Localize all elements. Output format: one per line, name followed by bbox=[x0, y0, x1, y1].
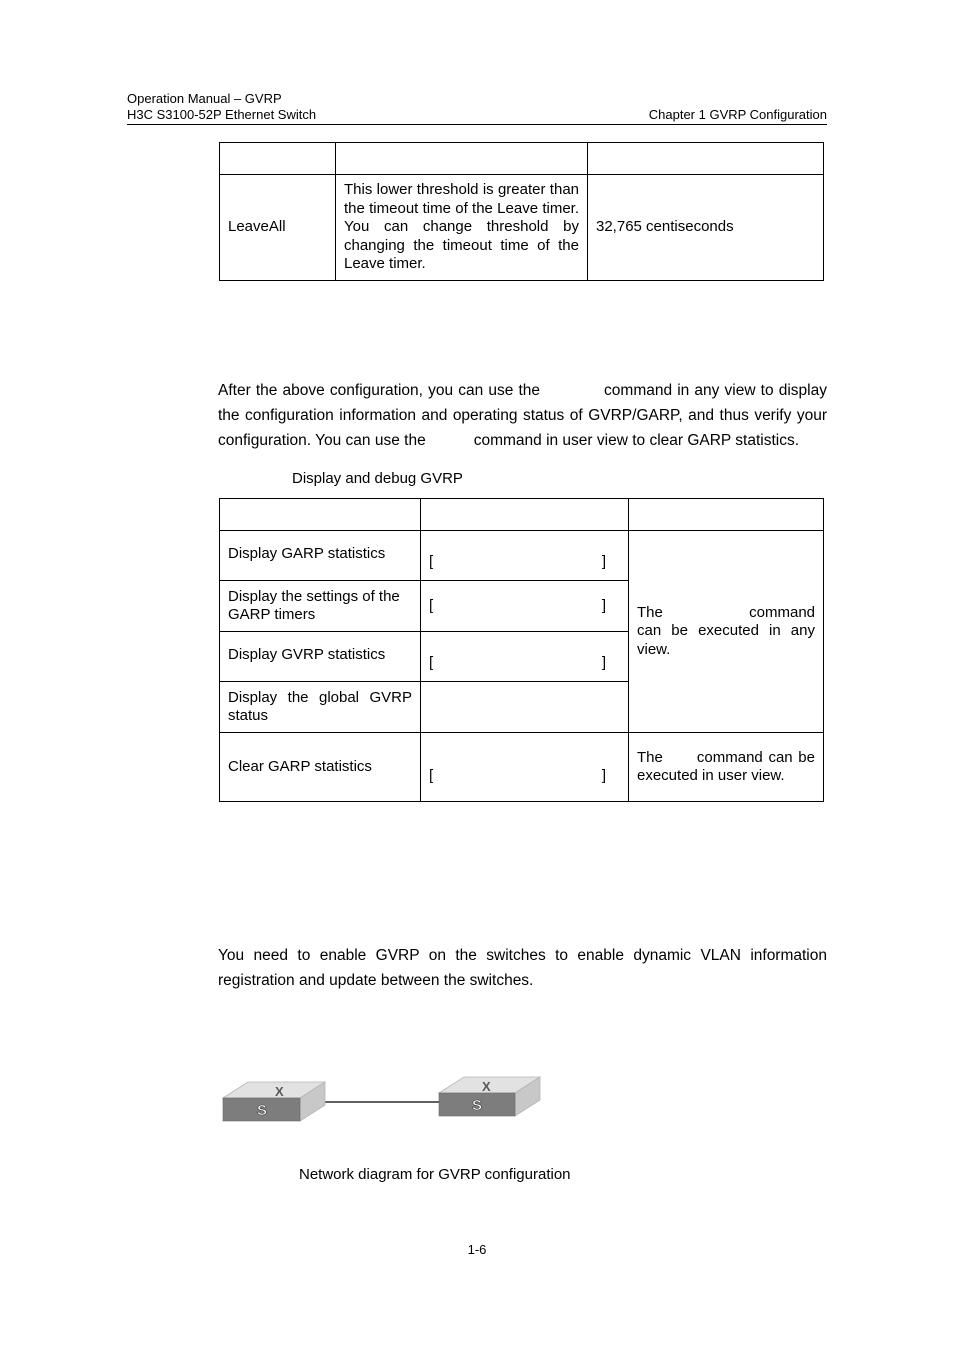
operation-cell: Display GARP statistics bbox=[220, 531, 421, 581]
timer-value: 32,765 centiseconds bbox=[588, 175, 824, 281]
network-paragraph: You need to enable GVRP on the switches to enable dynamic VLAN information registration and update between the switches. bbox=[218, 947, 827, 989]
display-table-header-cell bbox=[629, 499, 824, 531]
display-table-header-cell bbox=[421, 499, 629, 531]
table-row bbox=[220, 733, 824, 802]
display-paragraph-part3: command in user view to clear GARP statistics. bbox=[473, 432, 800, 449]
bracket-open: [ bbox=[429, 766, 434, 784]
switch-top-letter: X bbox=[275, 1084, 284, 1099]
network-diagram-svg bbox=[218, 1070, 548, 1130]
table-row bbox=[220, 175, 824, 281]
operation-cell: Clear GARP statistics bbox=[220, 733, 421, 802]
display-table-caption: Display and debug GVRP bbox=[292, 470, 463, 487]
display-paragraph-part2: command in any view to display the configuration information and operating status of GVRP/GARP, and thus verify your configuration. You can use the bbox=[218, 382, 827, 449]
operation-cell: Display GVRP statistics bbox=[220, 632, 421, 682]
display-paragraph bbox=[218, 378, 827, 453]
bracket-open: [ bbox=[429, 553, 434, 571]
bracket-open: [ bbox=[429, 596, 434, 614]
figure-caption: Network diagram for GVRP configuration bbox=[299, 1166, 571, 1183]
display-table-header-cell bbox=[220, 499, 421, 531]
table-row bbox=[220, 531, 824, 581]
timer-table-header-row bbox=[220, 143, 824, 175]
bracket-close: ] bbox=[601, 654, 606, 672]
remark-word: command bbox=[749, 603, 815, 621]
switch-front-letter: S bbox=[471, 1097, 483, 1114]
header-chapter: Chapter 1 GVRP Configuration bbox=[648, 107, 827, 122]
timer-description: This lower threshold is greater than the timeout time of the Leave timer. You can change threshold by changing the timeout time of the Leave timer. bbox=[336, 175, 588, 281]
bracket-open: [ bbox=[429, 654, 434, 672]
timer-table bbox=[219, 142, 824, 281]
switch-icon bbox=[439, 1077, 540, 1116]
bracket-close: ] bbox=[601, 766, 606, 784]
header-product: H3C S3100-52P Ethernet Switch bbox=[127, 107, 317, 122]
operation-cell: Display the global GVRP status bbox=[220, 682, 421, 733]
network-diagram bbox=[218, 1070, 548, 1130]
bracket-close: ] bbox=[601, 596, 606, 614]
remark-user-view-cell: The command can be executed in user view. bbox=[629, 733, 824, 802]
timer-table-header-cell bbox=[336, 143, 588, 175]
page-number: 1-6 bbox=[467, 1242, 487, 1257]
command-cell bbox=[421, 581, 629, 632]
switch-front-letter: S bbox=[256, 1102, 268, 1119]
remark-word: The bbox=[637, 603, 663, 621]
switch-icon bbox=[223, 1082, 325, 1121]
operation-cell: Display the settings of the GARP timers bbox=[220, 581, 421, 632]
header-rule bbox=[127, 124, 827, 125]
remark-any-view-cell bbox=[629, 531, 824, 733]
command-cell bbox=[421, 632, 629, 682]
timer-name: LeaveAll bbox=[220, 175, 336, 281]
remark-rest: can be executed in any view. bbox=[637, 622, 815, 658]
display-table-header-row bbox=[220, 499, 824, 531]
timer-table-header-cell bbox=[588, 143, 824, 175]
bracket-close: ] bbox=[601, 553, 606, 571]
command-cell bbox=[421, 682, 629, 733]
switch-top-letter: X bbox=[482, 1079, 491, 1094]
display-paragraph-part1: After the above configuration, you can use the bbox=[218, 382, 541, 399]
command-cell bbox=[421, 733, 629, 802]
header-manual-title: Operation Manual – GVRP bbox=[127, 91, 282, 106]
timer-table-header-cell bbox=[220, 143, 336, 175]
command-cell bbox=[421, 531, 629, 581]
display-table bbox=[219, 498, 824, 802]
